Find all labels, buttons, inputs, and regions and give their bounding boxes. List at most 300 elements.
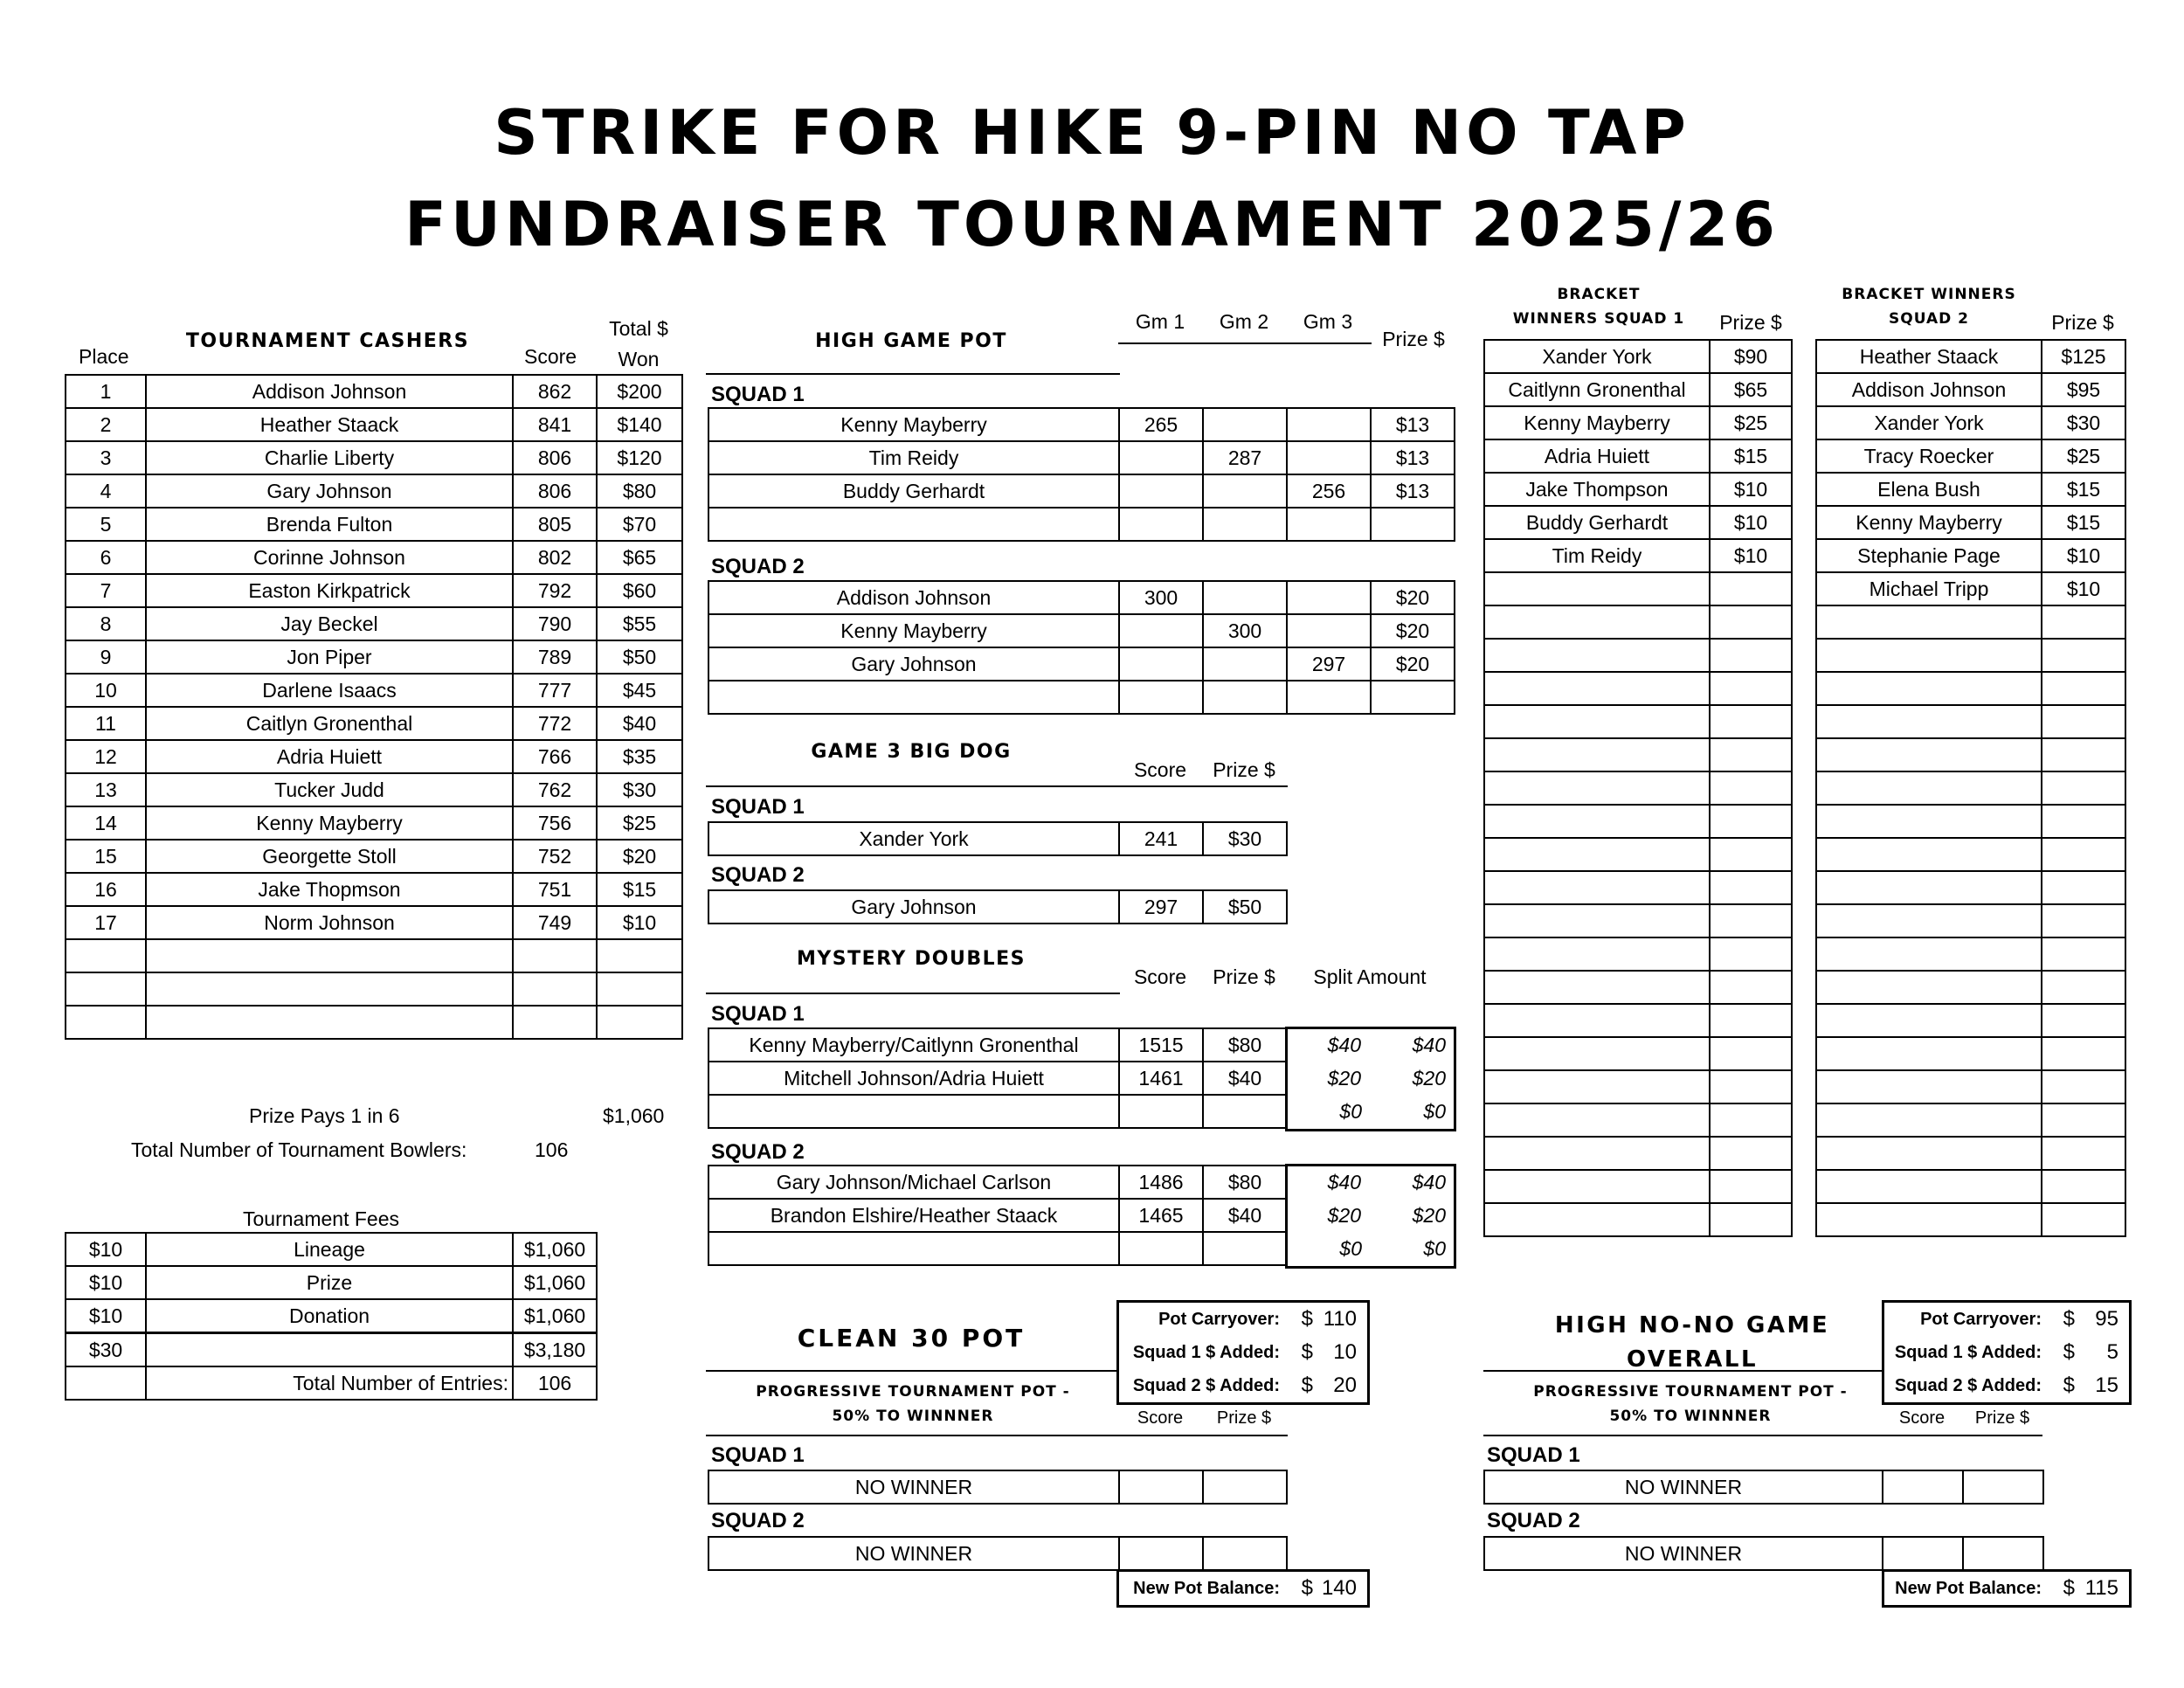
bracket1-row (1484, 340, 1792, 373)
hg-s2-row-g2 (1203, 681, 1287, 714)
bracket1-row (1484, 1203, 1792, 1236)
empty-cell (1963, 1470, 2043, 1504)
bracket2-row (1816, 639, 2125, 672)
title-line-2: FUNDRAISER TOURNAMENT 2025/26 (404, 189, 1780, 260)
bd-s1-score: 241 (1119, 822, 1203, 855)
casher-row-place: 15 (66, 840, 146, 873)
fee-row-amt: $10 (66, 1233, 146, 1266)
hg-s2-row-prize: $20 (1371, 581, 1455, 614)
bracket1-heading-2: WINNERS SQUAD 1 (1512, 310, 1685, 328)
bracket1-row-name (1484, 639, 1710, 672)
casher-row-name: Charlie Liberty (146, 441, 513, 474)
nono-squad2-result: NO WINNER (1484, 1537, 1883, 1570)
bracket1-row-prize (1710, 705, 1792, 738)
hg-s1-row-name (708, 508, 1119, 541)
dollar-sign: $ (2063, 1307, 2075, 1331)
fees-heading: Tournament Fees (243, 1207, 399, 1230)
casher-row-won: $60 (597, 574, 682, 607)
bracket2-row (1816, 1070, 2125, 1103)
nono-squad2-label: SQUAD 2 (1487, 1509, 1580, 1532)
casher-row-score: 749 (513, 906, 597, 939)
high-game-underline (706, 373, 1120, 375)
md-s2-row-prize (1203, 1232, 1287, 1265)
casher-row-won: $15 (597, 873, 682, 906)
nono-s1add-label: Squad 1 $ Added: (1894, 1343, 2042, 1362)
clean30-balance-box (1116, 1569, 1370, 1608)
bracket2-row-prize (2042, 1170, 2125, 1203)
bracket1-row-prize (1710, 572, 1792, 605)
casher-row-score: 806 (513, 441, 597, 474)
bracket1-row (1484, 871, 1792, 904)
hg-s1-row-g2: 287 (1203, 441, 1287, 474)
casher-row (66, 640, 682, 674)
hg-s2-row-g2: 300 (1203, 614, 1287, 647)
casher-row-won: $35 (597, 740, 682, 773)
fee-row-amt: $30 (66, 1333, 146, 1367)
casher-row-name: Norm Johnson (146, 906, 513, 939)
bracket2-row-name (1816, 738, 2042, 771)
nono-s1add-value: 5 (2106, 1340, 2118, 1364)
entries-value: 106 (513, 1366, 597, 1400)
fee-row-amt: $10 (66, 1266, 146, 1299)
hg-s2-row-prize (1371, 681, 1455, 714)
casher-row-score (513, 972, 597, 1006)
prize-total: $1,060 (603, 1104, 665, 1127)
bracket2-row-name (1816, 1037, 2042, 1070)
hg-s1-row-prize (1371, 508, 1455, 541)
casher-row-name: Brenda Fulton (146, 508, 513, 541)
casher-row (66, 906, 682, 939)
bracket1-col-prize: Prize $ (1719, 311, 1782, 334)
bracket2-row-name (1816, 871, 2042, 904)
bracket2-row-prize: $15 (2042, 506, 2125, 539)
casher-row-score: 752 (513, 840, 597, 873)
casher-row-place (66, 939, 146, 972)
big-dog-underline (706, 785, 1288, 787)
bracket2-row-name: Michael Tripp (1816, 572, 2042, 605)
bracket1-row-prize: $10 (1710, 539, 1792, 572)
hg-s1-row-g3 (1287, 408, 1371, 441)
hg-s1-row-g2 (1203, 508, 1287, 541)
bracket1-row-name (1484, 838, 1710, 871)
bracket1-row (1484, 1070, 1792, 1103)
bracket1-row (1484, 539, 1792, 572)
casher-row-name: Jake Thopmson (146, 873, 513, 906)
dollar-sign: $ (1301, 1307, 1313, 1331)
casher-row-score: 841 (513, 408, 597, 441)
casher-row-name: Gary Johnson (146, 474, 513, 508)
bracket2-row-prize: $15 (2042, 473, 2125, 506)
bracket2-row (1816, 1037, 2125, 1070)
bracket1-row-name (1484, 1170, 1710, 1203)
fee-row (66, 1266, 597, 1299)
bracket2-row (1816, 506, 2125, 539)
nono-line-2 (1483, 1435, 2042, 1436)
casher-row-name: Jon Piper (146, 640, 513, 674)
casher-row (66, 474, 682, 508)
nono-heading-1: HIGH NO-NO GAME (1554, 1312, 1830, 1339)
casher-row-won: $25 (597, 806, 682, 840)
bracket2-row-name: Kenny Mayberry (1816, 506, 2042, 539)
casher-row (66, 840, 682, 873)
casher-row (66, 508, 682, 541)
fees-empty-cell (66, 1366, 146, 1400)
bracket2-table (1815, 339, 2126, 1237)
casher-row-name (146, 1006, 513, 1039)
bracket2-row-name (1816, 1103, 2042, 1137)
bracket1-row-name (1484, 771, 1710, 805)
dollar-sign: $ (1301, 1340, 1313, 1364)
casher-row-name (146, 972, 513, 1006)
clean30-sub-1: PROGRESSIVE TOURNAMENT POT - (756, 1383, 1070, 1401)
dollar-sign: $ (1301, 1373, 1313, 1397)
bd-squad2-table (708, 889, 1288, 924)
casher-row-name: Adria Huiett (146, 740, 513, 773)
casher-row (66, 806, 682, 840)
bracket2-row (1816, 1103, 2125, 1137)
hg-s1-row (708, 408, 1455, 441)
entries-label: Total Number of Entries: (146, 1366, 513, 1400)
casher-row (66, 707, 682, 740)
hg-s1-row-g3 (1287, 508, 1371, 541)
casher-row-score: 772 (513, 707, 597, 740)
bracket1-row (1484, 373, 1792, 406)
clean30-squad1-result: NO WINNER (708, 1470, 1119, 1504)
clean30-balance-value: 140 (1321, 1576, 1357, 1600)
nono-carry-label: Pot Carryover: (1920, 1310, 2042, 1329)
bracket2-row-name (1816, 605, 2042, 639)
bracket1-row (1484, 1037, 1792, 1070)
fee-row-amt: $10 (66, 1299, 146, 1333)
bracket1-row-prize (1710, 937, 1792, 971)
md-s1-row-name: Mitchell Johnson/Adria Huiett (708, 1062, 1119, 1095)
bracket1-row-prize (1710, 1004, 1792, 1037)
md-s1-row-name: Kenny Mayberry/Caitlynn Gronenthal (708, 1028, 1119, 1062)
bracket2-row-name (1816, 1004, 2042, 1037)
bracket1-row-prize (1710, 871, 1792, 904)
md-s2-row-s2: $40 (1412, 1170, 1446, 1193)
hg-s2-row (708, 681, 1455, 714)
casher-row-won (597, 1006, 682, 1039)
nono-s2add-value: 15 (2095, 1373, 2118, 1397)
bracket2-heading-2: SQUAD 2 (1889, 310, 1969, 328)
bracket2-row-prize: $25 (2042, 439, 2125, 473)
bracket2-row (1816, 904, 2125, 937)
md-s1-row-s1: $0 (1339, 1099, 1362, 1123)
cashers-heading: TOURNAMENT CASHERS (185, 330, 470, 352)
bracket1-row-name (1484, 1070, 1710, 1103)
hg-s1-row-g2 (1203, 474, 1287, 508)
casher-row-place: 5 (66, 508, 146, 541)
bd-col-prize: Prize $ (1213, 758, 1275, 781)
casher-row-name: Tucker Judd (146, 773, 513, 806)
casher-row-score: 751 (513, 873, 597, 906)
bracket1-row-name (1484, 572, 1710, 605)
bracket1-row-prize (1710, 771, 1792, 805)
bd-col-score: Score (1133, 758, 1187, 781)
hg-squad2-label: SQUAD 2 (711, 555, 805, 578)
md-col-score: Score (1133, 965, 1187, 988)
hg-s2-row-prize: $20 (1371, 647, 1455, 681)
nono-squad1-label: SQUAD 1 (1487, 1443, 1580, 1467)
casher-row-score: 777 (513, 674, 597, 707)
clean30-s1add-value: 10 (1333, 1340, 1357, 1364)
bracket2-row-name: Heather Staack (1816, 340, 2042, 373)
casher-row-name: Georgette Stoll (146, 840, 513, 873)
bracket2-row-prize (2042, 904, 2125, 937)
casher-row-place (66, 1006, 146, 1039)
bd-s2-prize: $50 (1203, 890, 1287, 924)
casher-row-score: 766 (513, 740, 597, 773)
bracket1-row (1484, 506, 1792, 539)
bracket2-row (1816, 805, 2125, 838)
casher-row (66, 541, 682, 574)
empty-cell (1203, 1470, 1287, 1504)
bd-s1-prize: $30 (1203, 822, 1287, 855)
casher-row-won: $50 (597, 640, 682, 674)
casher-row-won (597, 939, 682, 972)
dollar-sign: $ (2063, 1373, 2075, 1397)
hg-s2-row-name: Addison Johnson (708, 581, 1119, 614)
nono-balance-label: New Pot Balance: (1895, 1579, 2042, 1598)
casher-row-name (146, 939, 513, 972)
casher-row-name: Addison Johnson (146, 375, 513, 408)
bracket1-row (1484, 572, 1792, 605)
bracket1-row (1484, 805, 1792, 838)
bracket1-row-prize (1710, 904, 1792, 937)
bracket2-row-name: Addison Johnson (1816, 373, 2042, 406)
bracket2-row-prize (2042, 871, 2125, 904)
casher-row-place: 3 (66, 441, 146, 474)
bracket1-row-prize (1710, 1070, 1792, 1103)
hg-s1-row-g2 (1203, 408, 1287, 441)
hg-s2-row-g2 (1203, 647, 1287, 681)
bracket2-row (1816, 473, 2125, 506)
bracket2-row-prize (2042, 1103, 2125, 1137)
empty-cell (1119, 1470, 1203, 1504)
hg-s1-row (708, 508, 1455, 541)
bracket1-row-name (1484, 1004, 1710, 1037)
bracket2-row (1816, 1004, 2125, 1037)
casher-row-name: Heather Staack (146, 408, 513, 441)
md-s1-row-score: 1461 (1119, 1062, 1203, 1095)
hg-s2-row-g1 (1119, 681, 1203, 714)
col-total-header-1: Total $ (609, 317, 668, 340)
bowlers-value: 106 (535, 1138, 569, 1161)
casher-row-won: $200 (597, 375, 682, 408)
bracket1-row-prize (1710, 805, 1792, 838)
bracket1-row (1484, 738, 1792, 771)
bracket2-row-prize (2042, 705, 2125, 738)
bracket1-row-name (1484, 705, 1710, 738)
nono-balance-box (1882, 1569, 2132, 1608)
bracket2-heading-1: BRACKET WINNERS (1842, 286, 2016, 303)
bracket2-row-prize (2042, 1203, 2125, 1236)
md-s2-row-s2: $0 (1423, 1236, 1446, 1260)
games-underline (1118, 342, 1372, 344)
bracket2-row (1816, 605, 2125, 639)
casher-row-name: Darlene Isaacs (146, 674, 513, 707)
md-s1-row-score (1119, 1095, 1203, 1128)
bracket2-row-prize (2042, 639, 2125, 672)
md-s2-row-s1: $0 (1339, 1236, 1362, 1260)
bracket1-row-name: Buddy Gerhardt (1484, 506, 1710, 539)
casher-row-score: 790 (513, 607, 597, 640)
casher-row-place (66, 972, 146, 1006)
md-squad1-label: SQUAD 1 (711, 1002, 805, 1026)
bracket2-row (1816, 1170, 2125, 1203)
nono-squad1-result: NO WINNER (1484, 1470, 1883, 1504)
hg-s2-row-g1: 300 (1119, 581, 1203, 614)
fee-row-label (146, 1333, 513, 1367)
bracket1-row-prize: $10 (1710, 473, 1792, 506)
fee-row-total: $1,060 (513, 1233, 597, 1266)
hg-squad2-table (708, 580, 1455, 715)
bracket1-row-name (1484, 672, 1710, 705)
hg-s1-row-name: Buddy Gerhardt (708, 474, 1119, 508)
bracket1-row-prize (1710, 738, 1792, 771)
nono-s2add-label: Squad 2 $ Added: (1894, 1376, 2042, 1395)
casher-row-won: $45 (597, 674, 682, 707)
casher-row-place: 14 (66, 806, 146, 840)
bracket2-row (1816, 1203, 2125, 1236)
bracket2-row-name (1816, 1170, 2042, 1203)
bracket1-row-name: Xander York (1484, 340, 1710, 373)
bracket1-row (1484, 971, 1792, 1004)
bracket1-row-name (1484, 904, 1710, 937)
hg-s1-row-g1 (1119, 508, 1203, 541)
clean30-squad2-result: NO WINNER (708, 1537, 1119, 1570)
bracket2-col-prize: Prize $ (2051, 311, 2114, 334)
dollar-sign: $ (1301, 1576, 1313, 1600)
empty-cell (1119, 1537, 1203, 1570)
bd-s2-name: Gary Johnson (708, 890, 1119, 924)
bracket1-row-prize: $25 (1710, 406, 1792, 439)
bracket2-row (1816, 1137, 2125, 1170)
hg-s1-row-g1 (1119, 474, 1203, 508)
bracket1-row-name (1484, 1103, 1710, 1137)
bracket1-row-prize (1710, 838, 1792, 871)
bracket2-row-prize (2042, 805, 2125, 838)
bracket1-row (1484, 838, 1792, 871)
bracket2-row-prize (2042, 1004, 2125, 1037)
casher-row-won: $70 (597, 508, 682, 541)
casher-row-score: 862 (513, 375, 597, 408)
bracket1-row-name (1484, 871, 1710, 904)
nono-sub-1: PROGRESSIVE TOURNAMENT POT - (1533, 1383, 1848, 1401)
bracket1-row-prize (1710, 639, 1792, 672)
hg-s1-row-name: Tim Reidy (708, 441, 1119, 474)
nono-squad2-table (1483, 1536, 2044, 1571)
bracket2-row-name (1816, 672, 2042, 705)
bracket1-row (1484, 1170, 1792, 1203)
hg-s2-row-g3: 297 (1287, 647, 1371, 681)
casher-row (66, 740, 682, 773)
bracket1-row-prize (1710, 971, 1792, 1004)
title-line-1: STRIKE FOR HIKE 9-PIN NO TAP (494, 97, 1690, 169)
clean30-heading: CLEAN 30 POT (797, 1324, 1026, 1352)
md-s2-row-s2: $20 (1412, 1203, 1446, 1227)
bracket2-row-prize: $10 (2042, 572, 2125, 605)
md-s1-split-box (1285, 1027, 1456, 1131)
col-hg-prize: Prize $ (1382, 328, 1445, 350)
md-s2-row-s1: $40 (1327, 1170, 1361, 1193)
fee-row-label: Donation (146, 1299, 513, 1333)
md-s1-row-s2: $0 (1423, 1099, 1446, 1123)
bracket2-row (1816, 871, 2125, 904)
md-s1-row-prize: $40 (1203, 1062, 1287, 1095)
casher-row-score: 756 (513, 806, 597, 840)
hg-s2-row-name (708, 681, 1119, 714)
casher-row (66, 408, 682, 441)
bracket2-row-prize (2042, 937, 2125, 971)
casher-row (66, 574, 682, 607)
bracket1-row-name (1484, 971, 1710, 1004)
bracket1-row-name (1484, 937, 1710, 971)
bracket1-table (1483, 339, 1793, 1237)
bracket1-row-prize (1710, 1037, 1792, 1070)
bracket2-row (1816, 738, 2125, 771)
clean30-s1add-label: Squad 1 $ Added: (1132, 1343, 1280, 1362)
nono-col-prize: Prize $ (1974, 1408, 2030, 1428)
bracket1-row (1484, 705, 1792, 738)
bracket2-row (1816, 406, 2125, 439)
md-s2-row-score (1119, 1232, 1203, 1265)
md-s1-row-s2: $20 (1412, 1066, 1446, 1090)
big-dog-heading: GAME 3 BIG DOG (811, 741, 1012, 763)
fee-row (66, 1333, 597, 1367)
bracket2-row-name (1816, 1137, 2042, 1170)
bracket1-row-name: Kenny Mayberry (1484, 406, 1710, 439)
bracket2-row-prize (2042, 838, 2125, 871)
bracket2-row-prize (2042, 971, 2125, 1004)
hg-s1-row-g3: 256 (1287, 474, 1371, 508)
clean30-carry-value: 110 (1323, 1307, 1357, 1331)
bracket1-row-name (1484, 605, 1710, 639)
md-s1-row-s2: $40 (1412, 1033, 1446, 1056)
bracket1-row-name (1484, 1137, 1710, 1170)
casher-row-won: $80 (597, 474, 682, 508)
bracket2-row-name (1816, 937, 2042, 971)
bracket1-row-name: Tim Reidy (1484, 539, 1710, 572)
md-col-prize: Prize $ (1213, 965, 1275, 988)
casher-row (66, 607, 682, 640)
fee-row-total: $1,060 (513, 1266, 597, 1299)
casher-row-place: 6 (66, 541, 146, 574)
hg-s2-row-g1 (1119, 614, 1203, 647)
hg-s1-row-g1 (1119, 441, 1203, 474)
bracket1-row-name (1484, 738, 1710, 771)
hg-squad1-table (708, 407, 1455, 542)
hg-s2-row-name: Kenny Mayberry (708, 614, 1119, 647)
casher-row (66, 674, 682, 707)
bd-s1-name: Xander York (708, 822, 1119, 855)
col-gm3: Gm 3 (1303, 310, 1353, 333)
bracket2-row-prize (2042, 672, 2125, 705)
col-gm2: Gm 2 (1219, 310, 1269, 333)
casher-row-won: $30 (597, 773, 682, 806)
bracket2-row-name (1816, 639, 2042, 672)
bracket1-row-prize (1710, 1203, 1792, 1236)
bracket1-row (1484, 473, 1792, 506)
casher-row-won: $20 (597, 840, 682, 873)
md-s2-row-name (708, 1232, 1119, 1265)
hg-s1-row-name: Kenny Mayberry (708, 408, 1119, 441)
casher-row-place: 12 (66, 740, 146, 773)
fees-table (65, 1232, 598, 1401)
nono-squad1-table (1483, 1470, 2044, 1505)
casher-row-name: Jay Beckel (146, 607, 513, 640)
